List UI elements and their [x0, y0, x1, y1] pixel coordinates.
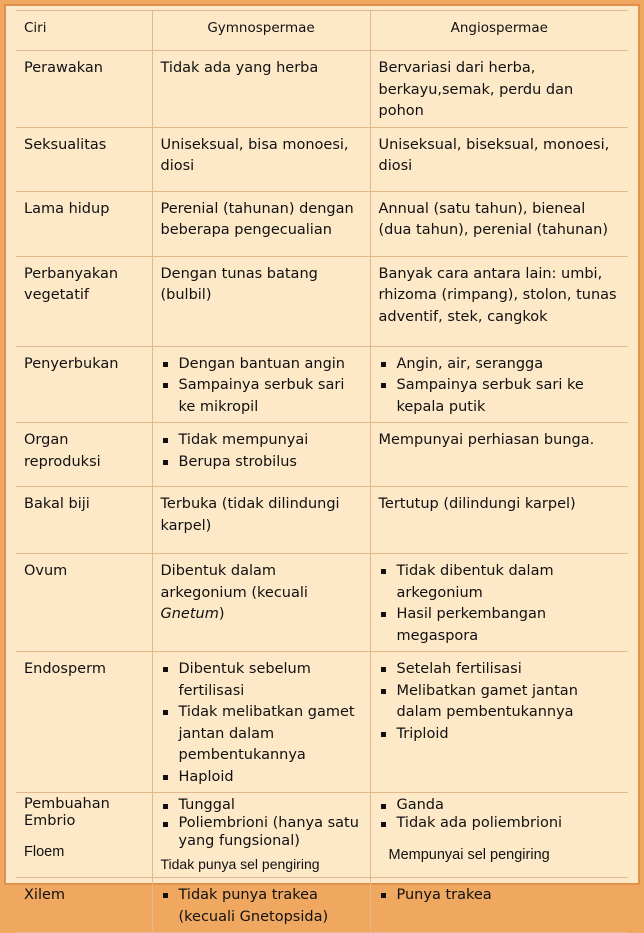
list-item: Dengan bantuan angin [161, 354, 362, 376]
ovum-italic: Gnetum [160, 606, 219, 622]
angio-xilem [370, 878, 628, 933]
list-item: Tidak melibatkan gamet jantan dalam pembentukannya [161, 702, 362, 767]
angio-perbanyakan: Banyak cara antara lain: umbi, rhizoma (rimpang), stolon, tunas adventif, stek, cangkok [370, 256, 628, 346]
label-pembuahan [16, 793, 152, 878]
list-item: Poliembrioni (hanya satu yang fungsional) [161, 814, 362, 850]
ovum-text: Dibentuk dalam arkegonium (kecuali [160, 563, 308, 601]
gymno-lama-hidup: Perenial (tahunan) dengan beberapa pengecualian [152, 191, 370, 256]
angio-pembuahan [370, 793, 628, 878]
list-item: Tunggal [161, 796, 362, 814]
floem-angio: Mempunyai sel pengiring [388, 847, 550, 863]
angio-ovum [370, 554, 628, 652]
row-xilem [16, 878, 628, 933]
header-gymnospermae: Gymnospermae [152, 11, 370, 51]
row-lama-hidup [16, 191, 628, 256]
list-item: Haploid [161, 767, 362, 789]
angio-seksualitas: Uniseksual, biseksual, monoesi, diosi [370, 127, 628, 191]
list-item: Triploid [379, 724, 621, 746]
header-angiospermae: Angiospermae [370, 11, 628, 51]
pembuahan-label: Pembuahan Embrio [24, 796, 110, 829]
gymno-seksualitas: Uniseksual, bisa monoesi, diosi [152, 127, 370, 191]
gymno-ovum [152, 554, 370, 652]
list-item: Hasil perkembangan megaspora [379, 604, 621, 647]
floem-label: Floem [24, 844, 65, 860]
row-endosperm [16, 652, 628, 793]
angio-perawakan: Bervariasi dari herba, berkayu,semak, perdu dan pohon [370, 51, 628, 128]
angio-endosperm [370, 652, 628, 793]
label-endosperm: Endosperm [16, 652, 152, 793]
ovum-close: ) [218, 606, 225, 622]
gymno-xilem [152, 878, 370, 933]
list-item: Tidak ada poliembrioni [379, 814, 621, 832]
row-penyerbukan [16, 346, 628, 423]
list-item: Sampainya serbuk sari ke mikropil [161, 375, 362, 418]
gymno-perawakan: Tidak ada yang herba [152, 51, 370, 128]
label-seksualitas: Seksualitas [16, 127, 152, 191]
list-item: Angin, air, serangga [379, 354, 621, 376]
angio-bakal-biji: Tertutup (dilindungi karpel) [370, 487, 628, 554]
gymno-organ [152, 423, 370, 487]
gymno-penyerbukan [152, 346, 370, 423]
row-perbanyakan [16, 256, 628, 346]
row-pembuahan-floem [16, 793, 628, 878]
label-bakal-biji: Bakal biji [16, 487, 152, 554]
label-perawakan: Perawakan [16, 51, 152, 128]
angio-organ: Mempunyai perhiasan bunga. [370, 423, 628, 487]
label-ovum: Ovum [16, 554, 152, 652]
row-organ [16, 423, 628, 487]
list-item: Sampainya serbuk sari ke kepala putik [379, 375, 621, 418]
list-item: Tidak dibentuk dalam arkegonium [379, 561, 621, 604]
label-penyerbukan: Penyerbukan [16, 346, 152, 423]
list-item: Melibatkan gamet jantan dalam pembentukannya [379, 681, 621, 724]
row-ovum [16, 554, 628, 652]
gymno-perbanyakan: Dengan tunas batang (bulbil) [152, 256, 370, 346]
label-perbanyakan: Perbanyakan vegetatif [16, 256, 152, 346]
floem-gymno: Tidak punya sel pengiring [160, 856, 320, 872]
list-item: Tidak mempunyai [161, 430, 362, 452]
list-item: Tidak punya trakea (kecuali Gnetopsida) [161, 885, 362, 928]
label-lama-hidup: Lama hidup [16, 191, 152, 256]
list-item: Dibentuk sebelum fertilisasi [161, 659, 362, 702]
comparison-table [16, 10, 628, 933]
row-bakal-biji [16, 487, 628, 554]
list-item: Ganda [379, 796, 621, 814]
header-ciri: Ciri [16, 11, 152, 51]
row-perawakan [16, 51, 628, 128]
page-frame [4, 4, 640, 925]
gymno-bakal-biji: Terbuka (tidak dilindungi karpel) [152, 487, 370, 554]
label-organ: Organ reproduksi [16, 423, 152, 487]
list-item: Setelah fertilisasi [379, 659, 621, 681]
list-item: Punya trakea [379, 885, 621, 907]
angio-penyerbukan [370, 346, 628, 423]
gymno-endosperm [152, 652, 370, 793]
label-xilem: Xilem [16, 878, 152, 933]
list-item: Berupa strobilus [161, 452, 362, 474]
row-seksualitas [16, 127, 628, 191]
gymno-pembuahan [152, 793, 370, 878]
header-row [16, 11, 628, 51]
angio-lama-hidup: Annual (satu tahun), bieneal (dua tahun), perenial (tahunan) [370, 191, 628, 256]
